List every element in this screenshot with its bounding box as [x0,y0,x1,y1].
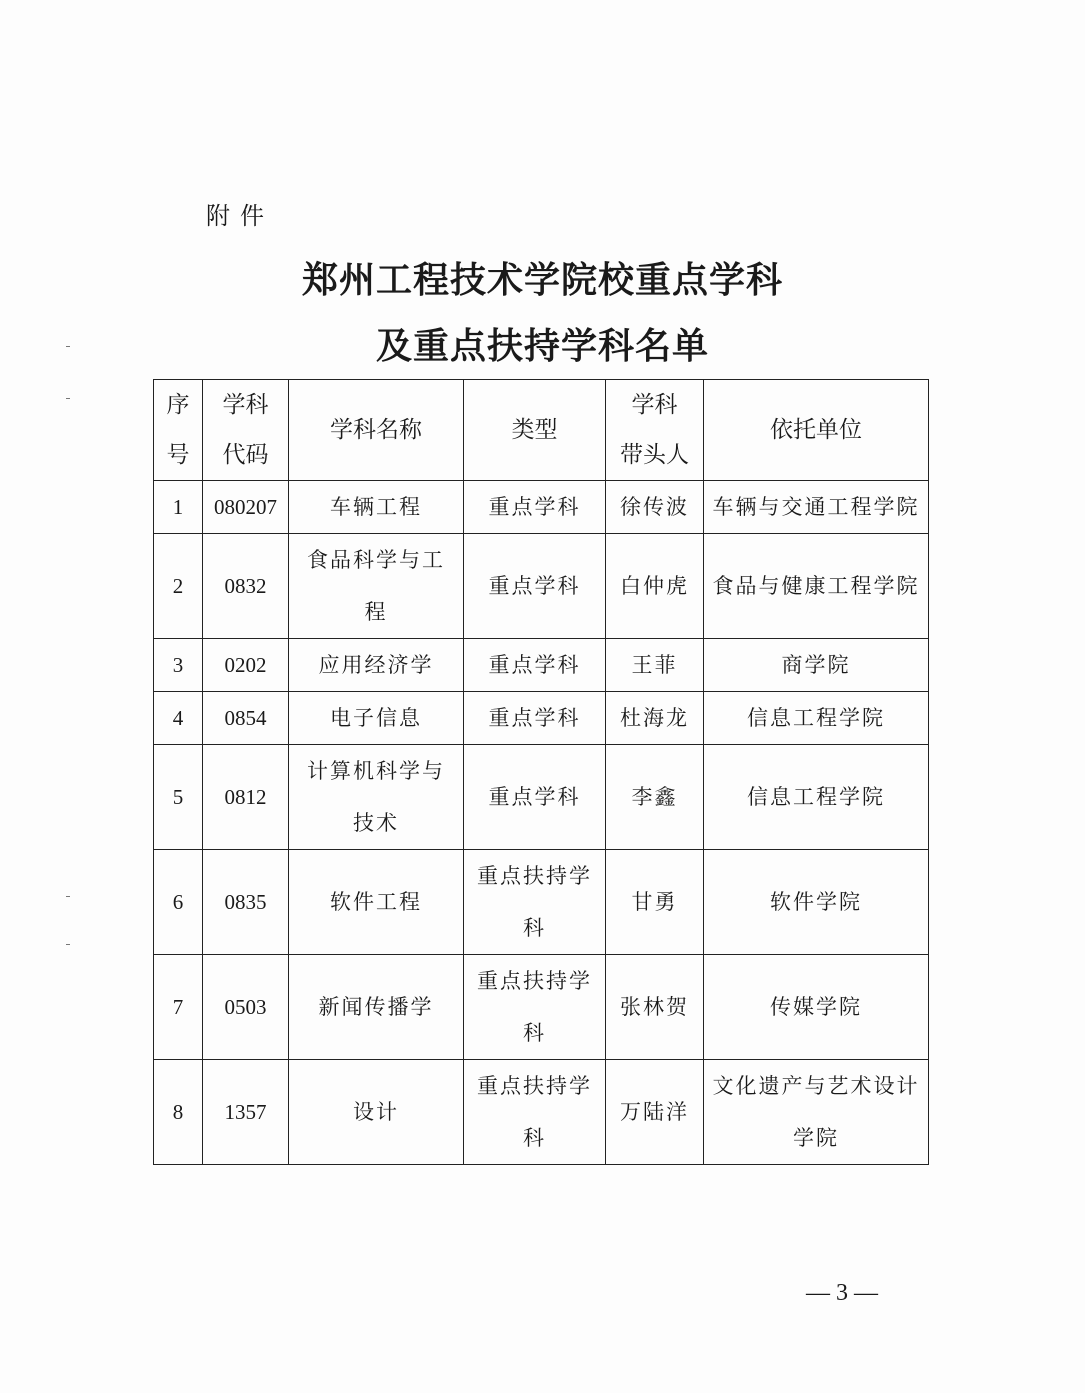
cell-type: 重点扶持学 科 [464,955,606,1060]
table-row [154,481,929,534]
cell-leader: 杜海龙 [606,692,704,745]
cell-code: 0854 [203,692,289,745]
cell-code: 1357 [203,1060,289,1165]
cell-seq: 4 [154,692,203,745]
cell-seq: 7 [154,955,203,1060]
cell-unit: 信息工程学院 [704,745,929,850]
cell-name: 设计 [289,1060,464,1165]
cell-type: 重点学科 [464,481,606,534]
discipline-table [153,379,929,1165]
cell-type: 重点学科 [464,745,606,850]
cell-leader: 甘勇 [606,850,704,955]
cell-type: 重点扶持学 科 [464,1060,606,1165]
table-row [154,850,929,955]
cell-type: 重点扶持学 科 [464,850,606,955]
cell-name: 食品科学与工 程 [289,534,464,639]
cell-name: 车辆工程 [289,481,464,534]
cell-unit: 食品与健康工程学院 [704,534,929,639]
attachment-label: 附件 [206,202,274,230]
cell-unit: 车辆与交通工程学院 [704,481,929,534]
document-title-line1: 郑州工程技术学院校重点学科 [301,259,783,301]
cell-name: 软件工程 [289,850,464,955]
table-row [154,692,929,745]
cell-unit: 传媒学院 [704,955,929,1060]
header-code: 学科 代码 [203,380,289,481]
document-title-line2: 及重点扶持学科名单 [375,325,709,367]
cell-type: 重点学科 [464,534,606,639]
cell-seq: 8 [154,1060,203,1165]
cell-leader: 徐传波 [606,481,704,534]
cell-seq: 5 [154,745,203,850]
table-row [154,639,929,692]
cell-seq: 2 [154,534,203,639]
cell-code: 0503 [203,955,289,1060]
margin-mark [66,398,70,399]
cell-leader: 白仲虎 [606,534,704,639]
margin-mark [66,896,70,897]
cell-seq: 6 [154,850,203,955]
cell-name: 新闻传播学 [289,955,464,1060]
cell-seq: 1 [154,481,203,534]
cell-leader: 李鑫 [606,745,704,850]
cell-leader: 万陆洋 [606,1060,704,1165]
margin-mark [66,944,70,945]
header-name: 学科名称 [289,380,464,481]
cell-unit: 文化遗产与艺术设计 学院 [704,1060,929,1165]
cell-unit: 软件学院 [704,850,929,955]
cell-name: 应用经济学 [289,639,464,692]
header-seq: 序 号 [154,380,203,481]
header-type: 类型 [464,380,606,481]
header-unit: 依托单位 [704,380,929,481]
cell-seq: 3 [154,639,203,692]
cell-name: 电子信息 [289,692,464,745]
cell-code: 0835 [203,850,289,955]
table-row [154,955,929,1060]
cell-type: 重点学科 [464,692,606,745]
cell-unit: 信息工程学院 [704,692,929,745]
cell-name: 计算机科学与 技术 [289,745,464,850]
page-number: — 3 — [806,1280,878,1306]
cell-unit: 商学院 [704,639,929,692]
cell-leader: 王菲 [606,639,704,692]
cell-leader: 张林贺 [606,955,704,1060]
table-row [154,534,929,639]
cell-code: 080207 [203,481,289,534]
table-row [154,745,929,850]
cell-type: 重点学科 [464,639,606,692]
table-row [154,1060,929,1165]
cell-code: 0832 [203,534,289,639]
table-header-row [154,380,929,481]
cell-code: 0202 [203,639,289,692]
header-leader: 学科 带头人 [606,380,704,481]
cell-code: 0812 [203,745,289,850]
